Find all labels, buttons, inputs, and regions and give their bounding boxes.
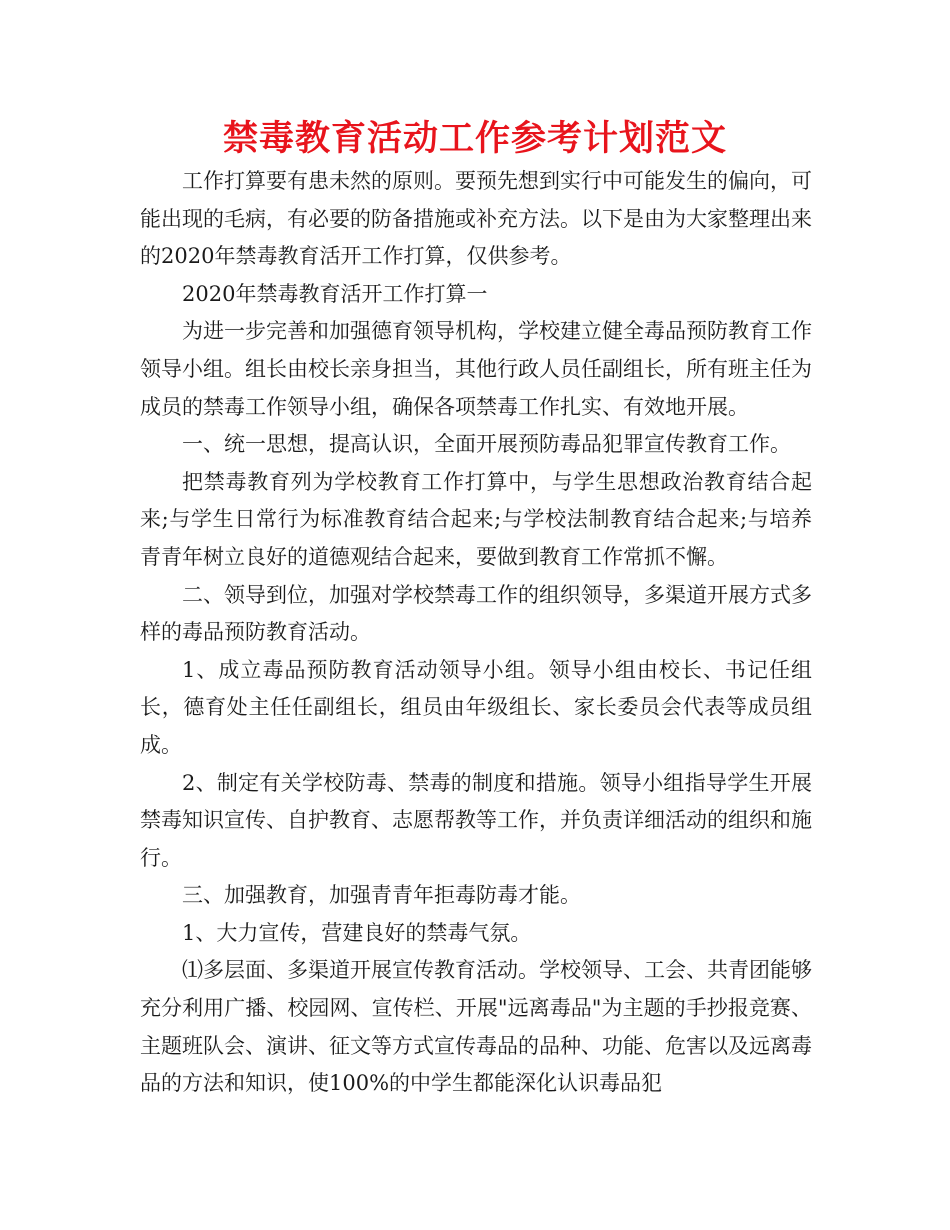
paragraph-item-3-1-1: ⑴多层面、多渠道开展宣传教育活动。学校领导、工会、共青团能够充分利用广播、校园网、宣传栏、开展"远离毒品"为主题的手抄报竞赛、主题班队会、演讲、征文等方式宣传毒品的品种、功能、危害以及远离毒品的方法和知识，使100%的中学生都能深化认识毒品犯 <box>140 958 812 1096</box>
paragraph-heading-1: 一、统一思想，提高认识，全面开展预防毒品犯罪宣传教育工作。 <box>182 432 791 457</box>
paragraph-section-heading: 2020年禁毒教育活开工作打算一 <box>182 281 488 306</box>
paragraph-heading-3: 三、加强教育，加强青青年拒毒防毒才能。 <box>182 883 581 908</box>
paragraph-intro: 工作打算要有患未然的原则。要预先想到实行中可能发生的偏向，可能出现的毛病，有必要的防备措施或补充方法。以下是由为大家整理出来的2020年禁毒教育活开工作打算，仅供参考。 <box>140 169 812 269</box>
paragraph-heading-2: 二、领导到位，加强对学校禁毒工作的组织领导，多渠道开展方式多样的毒品预防教育活动。 <box>140 582 812 645</box>
paragraph-item-1: 1、成立毒品预防教育活动领导小组。领导小组由校长、书记任组长，德育处主任任副组长，组员由年级组长、家长委员会代表等成员组成。 <box>140 657 812 757</box>
paragraph-education-plan: 把禁毒教育列为学校教育工作打算中，与学生思想政治教育结合起来;与学生日常行为标准教育结合起来;与学校法制教育结合起来;与培养青青年树立良好的道德观结合起来，要做到教育工作常抓不懈。 <box>140 469 812 569</box>
document-body <box>140 163 812 1103</box>
document-title: 禁毒教育活动工作参考计划范文 <box>222 119 727 159</box>
paragraph-leadership: 为进一步完善和加强德育领导机构，学校建立健全毒品预防教育工作领导小组。组长由校长亲身担当，其他行政人员任副组长，所有班主任为成员的禁毒工作领导小组，确保各项禁毒工作扎实、有效地开展。 <box>140 319 812 419</box>
paragraph-item-3-1: 1、大力宣传，营建良好的禁毒气氛。 <box>182 920 532 945</box>
paragraph-item-2: 2、制定有关学校防毒、禁毒的制度和措施。领导小组指导学生开展禁毒知识宣传、自护教育、志愿帮教等工作，并负责详细活动的组织和施行。 <box>140 770 812 870</box>
